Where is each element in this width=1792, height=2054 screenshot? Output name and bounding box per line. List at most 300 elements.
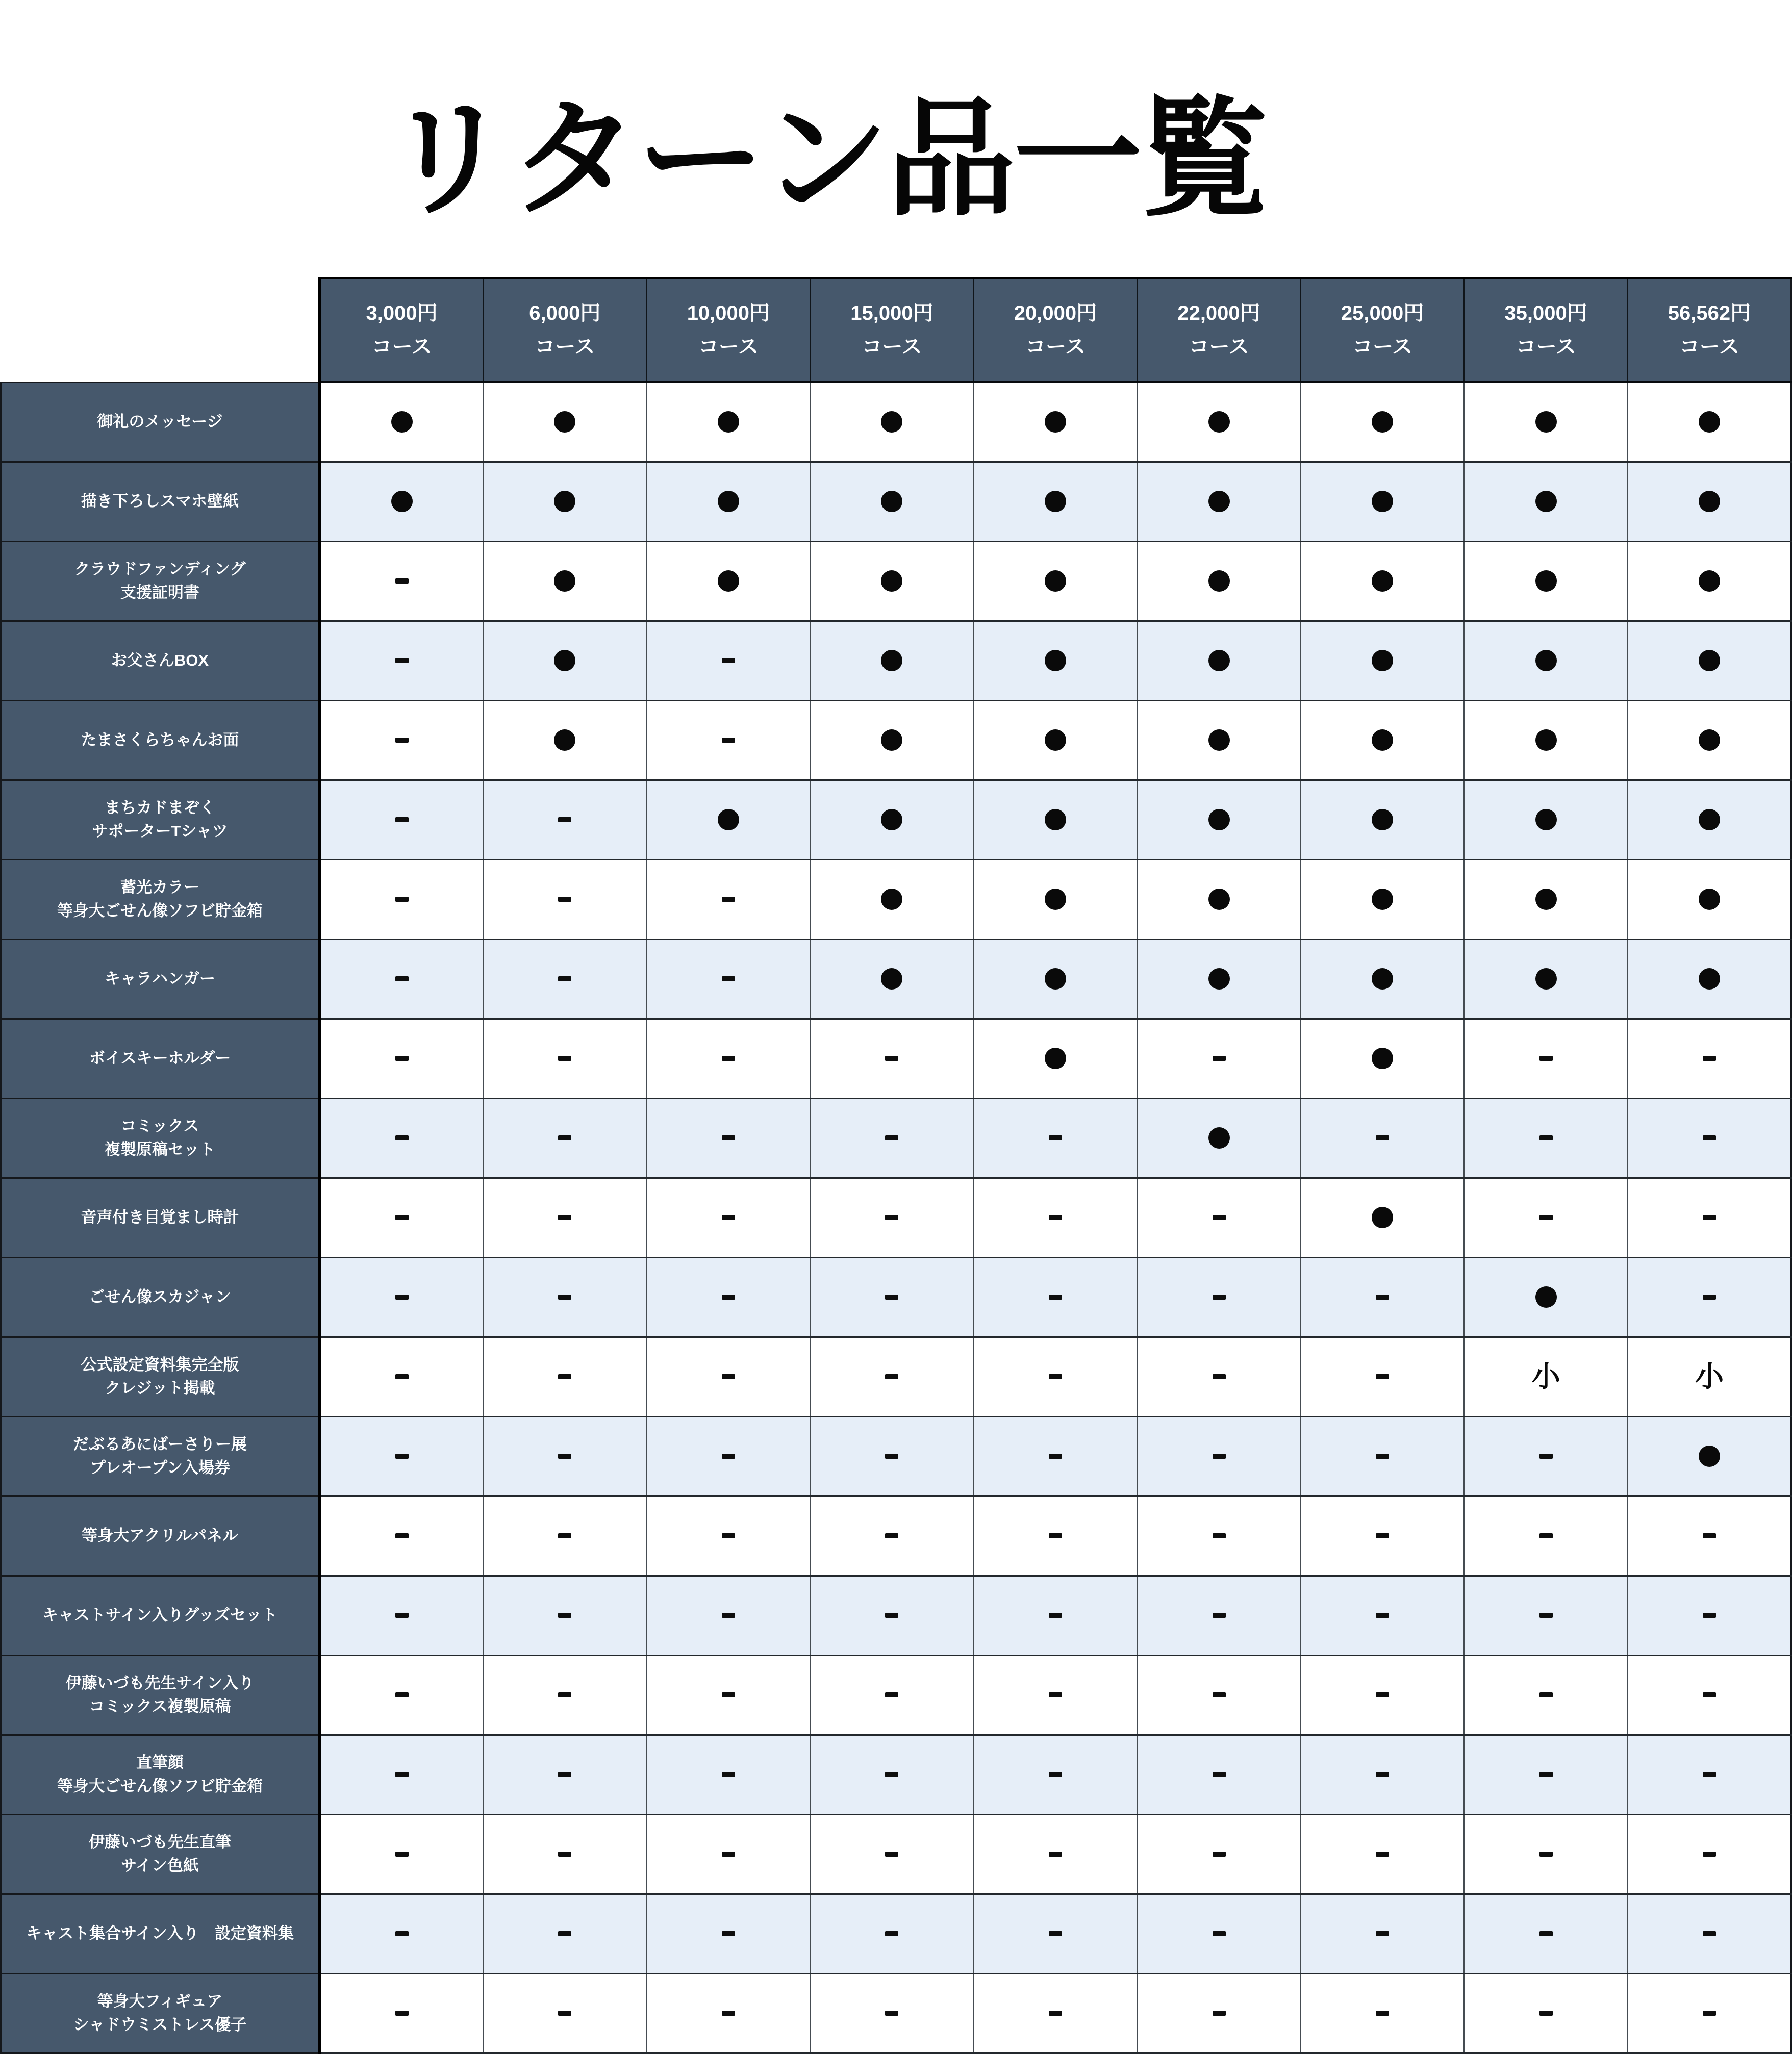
included-dot-icon xyxy=(1208,889,1230,910)
reward-cell xyxy=(1628,1814,1791,1894)
not-included-dash-icon xyxy=(1376,2011,1389,2016)
included-dot-icon xyxy=(1372,1207,1393,1228)
included-dot-icon xyxy=(1699,729,1720,751)
reward-cell xyxy=(1628,462,1791,541)
reward-cell xyxy=(1628,1735,1791,1814)
reward-cell xyxy=(1628,621,1791,700)
included-dot-icon xyxy=(1535,1286,1557,1308)
table-row xyxy=(1,1576,1791,1655)
included-dot-icon xyxy=(881,889,902,910)
table-row xyxy=(1,859,1791,939)
table-row xyxy=(1,1655,1791,1735)
reward-cell xyxy=(1301,382,1465,462)
not-included-dash-icon xyxy=(885,1135,898,1140)
reward-cell xyxy=(1137,939,1301,1019)
included-dot-icon xyxy=(391,411,413,433)
course-price-label: 10,000円 xyxy=(687,302,770,324)
not-included-dash-icon xyxy=(885,1215,898,1220)
reward-cell xyxy=(1464,462,1628,541)
included-dot-icon xyxy=(718,570,739,592)
reward-cell xyxy=(1301,1178,1465,1257)
included-dot-icon xyxy=(1699,889,1720,910)
course-word-label: コース xyxy=(1516,336,1576,358)
course-word-label: コース xyxy=(1189,336,1249,358)
reward-row-label-line: 等身大ごせん像ソフビ貯金箱 xyxy=(57,902,263,920)
reward-row-label-line: キャラハンガー xyxy=(105,969,215,987)
included-dot-icon xyxy=(1372,889,1393,910)
reward-cell xyxy=(1464,1973,1628,2053)
reward-cell xyxy=(320,1735,484,1814)
table-row xyxy=(1,621,1791,700)
reward-row-label xyxy=(1,1735,320,1814)
course-price-label: 56,562円 xyxy=(1668,302,1751,324)
reward-cell xyxy=(320,1576,484,1655)
not-included-dash-icon xyxy=(558,817,571,822)
reward-cell xyxy=(974,1576,1138,1655)
reward-cell xyxy=(1628,1098,1791,1178)
table-row xyxy=(1,1019,1791,1098)
reward-row-label xyxy=(1,859,320,939)
reward-cell xyxy=(483,382,647,462)
reward-cell xyxy=(1628,382,1791,462)
reward-cell xyxy=(810,1496,974,1576)
reward-cell xyxy=(810,1814,974,1894)
included-dot-icon xyxy=(1699,650,1720,671)
reward-cell xyxy=(483,780,647,859)
included-dot-icon xyxy=(881,570,902,592)
not-included-dash-icon xyxy=(885,1852,898,1857)
not-included-dash-icon xyxy=(1539,1533,1553,1538)
reward-row-label xyxy=(1,780,320,859)
reward-cell xyxy=(1301,1576,1465,1655)
reward-cell xyxy=(647,859,811,939)
reward-cell xyxy=(1464,1735,1628,1814)
reward-row-label xyxy=(1,1178,320,1257)
reward-cell xyxy=(1301,541,1465,621)
reward-cell xyxy=(320,780,484,859)
included-dot-icon xyxy=(1372,729,1393,751)
included-dot-icon xyxy=(881,491,902,512)
not-included-dash-icon xyxy=(395,1454,409,1459)
reward-cell xyxy=(974,382,1138,462)
course-word-label: コース xyxy=(1679,336,1739,358)
reward-row-label-line: 伊藤いづも先生サイン入り xyxy=(65,1673,255,1692)
reward-cell xyxy=(647,1098,811,1178)
reward-cell xyxy=(1628,1576,1791,1655)
not-included-dash-icon xyxy=(722,1533,735,1538)
included-dot-icon xyxy=(1535,411,1557,433)
course-column-header xyxy=(647,278,811,382)
reward-cell xyxy=(647,1576,811,1655)
reward-cell xyxy=(1628,1496,1791,1576)
reward-cell xyxy=(1301,939,1465,1019)
table-row xyxy=(1,1814,1791,1894)
not-included-dash-icon xyxy=(558,1931,571,1936)
reward-cell xyxy=(1137,780,1301,859)
included-dot-icon xyxy=(881,809,902,830)
reward-cell xyxy=(1301,1814,1465,1894)
not-included-dash-icon xyxy=(1376,1852,1389,1857)
reward-cell xyxy=(1464,541,1628,621)
not-included-dash-icon xyxy=(1049,1772,1062,1777)
reward-cell xyxy=(1464,1814,1628,1894)
reward-cell xyxy=(1464,1496,1628,1576)
reward-cell xyxy=(1137,859,1301,939)
not-included-dash-icon xyxy=(558,1056,571,1061)
reward-cell xyxy=(810,1416,974,1496)
reward-cell xyxy=(483,1019,647,1098)
reward-row-label-line: 御礼のメッセージ xyxy=(97,412,223,430)
table-body xyxy=(1,382,1791,2053)
table-header xyxy=(1,278,1791,382)
not-included-dash-icon xyxy=(558,1454,571,1459)
included-dot-icon xyxy=(554,650,575,671)
reward-cell xyxy=(483,462,647,541)
not-included-dash-icon xyxy=(1376,1295,1389,1300)
table-row xyxy=(1,1894,1791,1973)
not-included-dash-icon xyxy=(1703,1772,1716,1777)
reward-cell xyxy=(974,1735,1138,1814)
reward-cell xyxy=(483,1257,647,1337)
included-dot-icon xyxy=(1372,968,1393,990)
reward-row-label-line: 描き下ろしスマホ壁紙 xyxy=(81,492,239,510)
not-included-dash-icon xyxy=(1376,1772,1389,1777)
not-included-dash-icon xyxy=(722,658,735,663)
reward-cell xyxy=(483,1894,647,1973)
reward-cell xyxy=(810,382,974,462)
course-word-label: コース xyxy=(535,336,595,358)
not-included-dash-icon xyxy=(1376,1931,1389,1936)
reward-cell xyxy=(974,462,1138,541)
reward-cell xyxy=(483,1496,647,1576)
reward-cell xyxy=(1628,1019,1791,1098)
included-dot-icon xyxy=(1372,491,1393,512)
included-dot-icon xyxy=(718,809,739,830)
course-word-label: コース xyxy=(1025,336,1086,358)
not-included-dash-icon xyxy=(722,1852,735,1857)
table-row xyxy=(1,700,1791,780)
not-included-dash-icon xyxy=(1703,1135,1716,1140)
not-included-dash-icon xyxy=(722,1692,735,1697)
reward-cell xyxy=(1301,1257,1465,1337)
included-dot-icon xyxy=(1208,650,1230,671)
reward-cell xyxy=(483,1098,647,1178)
not-included-dash-icon xyxy=(395,578,409,584)
included-dot-icon xyxy=(1535,729,1557,751)
not-included-dash-icon xyxy=(395,976,409,981)
reward-cell xyxy=(320,1655,484,1735)
reward-cell xyxy=(320,1496,484,1576)
reward-cell xyxy=(483,1814,647,1894)
course-column-header xyxy=(483,278,647,382)
reward-cell xyxy=(320,382,484,462)
reward-cell xyxy=(1464,859,1628,939)
reward-cell xyxy=(974,1337,1138,1416)
reward-row-label-line: コミックス xyxy=(120,1117,199,1135)
reward-cell xyxy=(1137,1814,1301,1894)
included-dot-icon xyxy=(1535,650,1557,671)
not-included-dash-icon xyxy=(722,1056,735,1061)
course-price-label: 35,000円 xyxy=(1504,302,1587,324)
reward-cell xyxy=(647,780,811,859)
not-included-dash-icon xyxy=(1539,1931,1553,1936)
reward-row-label-line: キャストサイン入りグッズセット xyxy=(42,1606,278,1624)
reward-row-label xyxy=(1,382,320,462)
reward-cell xyxy=(320,1019,484,1098)
reward-cell xyxy=(810,939,974,1019)
reward-cell xyxy=(1628,1894,1791,1973)
not-included-dash-icon xyxy=(885,1454,898,1459)
not-included-dash-icon xyxy=(1049,1135,1062,1140)
not-included-dash-icon xyxy=(558,1295,571,1300)
table-row xyxy=(1,1973,1791,2053)
not-included-dash-icon xyxy=(1703,1215,1716,1220)
reward-cell xyxy=(483,1735,647,1814)
not-included-dash-icon xyxy=(395,1374,409,1379)
reward-cell xyxy=(1464,382,1628,462)
course-column-header xyxy=(1628,278,1791,382)
reward-row-label-line: お父さんBOX xyxy=(111,651,209,669)
reward-cell xyxy=(1628,700,1791,780)
not-included-dash-icon xyxy=(558,1613,571,1618)
reward-row-label-line: サポーターTシャツ xyxy=(92,822,228,840)
not-included-dash-icon xyxy=(885,1374,898,1379)
table-row xyxy=(1,462,1791,541)
reward-cell xyxy=(974,1019,1138,1098)
not-included-dash-icon xyxy=(1049,1215,1062,1220)
included-dot-icon xyxy=(1372,809,1393,830)
not-included-dash-icon xyxy=(1049,2011,1062,2016)
included-dot-icon xyxy=(1045,650,1066,671)
reward-cell xyxy=(320,1416,484,1496)
not-included-dash-icon xyxy=(395,1852,409,1857)
not-included-dash-icon xyxy=(1539,1613,1553,1618)
reward-cell xyxy=(810,1337,974,1416)
reward-cell xyxy=(1464,1178,1628,1257)
included-dot-icon xyxy=(1699,570,1720,592)
not-included-dash-icon xyxy=(1049,1374,1062,1379)
not-included-dash-icon xyxy=(1213,1454,1226,1459)
reward-cell xyxy=(810,1178,974,1257)
reward-cell xyxy=(1464,1655,1628,1735)
included-dot-icon xyxy=(1208,411,1230,433)
reward-cell xyxy=(647,1894,811,1973)
reward-cell xyxy=(1137,621,1301,700)
reward-row-label-line: まちカドまぞく xyxy=(105,798,215,817)
not-included-dash-icon xyxy=(1376,1135,1389,1140)
course-word-label: コース xyxy=(371,336,432,358)
reward-cell xyxy=(1628,1178,1791,1257)
not-included-dash-icon xyxy=(1376,1454,1389,1459)
not-included-dash-icon xyxy=(722,1374,735,1379)
reward-row-label-line: 伊藤いづも先生直筆 xyxy=(89,1833,231,1851)
reward-cell xyxy=(1137,1337,1301,1416)
included-dot-icon xyxy=(554,570,575,592)
reward-cell xyxy=(320,859,484,939)
reward-cell xyxy=(647,1814,811,1894)
not-included-dash-icon xyxy=(722,1135,735,1140)
reward-cell xyxy=(647,382,811,462)
included-dot-icon xyxy=(881,650,902,671)
header-row xyxy=(1,278,1791,382)
course-column-header xyxy=(1301,278,1465,382)
reward-row-label xyxy=(1,1019,320,1098)
table-row xyxy=(1,780,1791,859)
not-included-dash-icon xyxy=(1376,1692,1389,1697)
not-included-dash-icon xyxy=(722,976,735,981)
reward-cell xyxy=(1301,1973,1465,2053)
not-included-dash-icon xyxy=(1539,1215,1553,1220)
reward-cell xyxy=(483,541,647,621)
reward-cell xyxy=(974,1894,1138,1973)
reward-cell xyxy=(320,939,484,1019)
table-row xyxy=(1,1098,1791,1178)
reward-row-label-line: 複製原稿セット xyxy=(105,1140,215,1158)
reward-cell xyxy=(647,1019,811,1098)
not-included-dash-icon xyxy=(722,1931,735,1936)
table-row xyxy=(1,1257,1791,1337)
reward-cell xyxy=(974,621,1138,700)
reward-cell xyxy=(810,700,974,780)
reward-cell xyxy=(810,462,974,541)
not-included-dash-icon xyxy=(1213,1692,1226,1697)
reward-cell xyxy=(1301,1337,1465,1416)
reward-cell xyxy=(974,1973,1138,2053)
not-included-dash-icon xyxy=(395,897,409,902)
table-row xyxy=(1,1735,1791,1814)
not-included-dash-icon xyxy=(1539,2011,1553,2016)
reward-row-label xyxy=(1,1496,320,1576)
table-row xyxy=(1,1416,1791,1496)
reward-row-label xyxy=(1,541,320,621)
included-dot-icon xyxy=(1045,968,1066,990)
reward-row-label-line: 支援証明書 xyxy=(120,584,199,601)
reward-cell xyxy=(320,1894,484,1973)
not-included-dash-icon xyxy=(395,2011,409,2016)
course-column-header xyxy=(810,278,974,382)
not-included-dash-icon xyxy=(1376,1613,1389,1618)
reward-cell xyxy=(1137,1894,1301,1973)
course-column-header xyxy=(320,278,484,382)
reward-cell xyxy=(1137,1655,1301,1735)
reward-cell xyxy=(483,700,647,780)
not-included-dash-icon xyxy=(1213,1295,1226,1300)
not-included-dash-icon xyxy=(885,1295,898,1300)
reward-row-label-line: ごせん像スカジャン xyxy=(89,1287,231,1306)
reward-cell xyxy=(320,1337,484,1416)
reward-row-label-line: 蓄光カラー xyxy=(120,878,199,896)
course-price-label: 20,000円 xyxy=(1014,302,1097,324)
reward-row-label xyxy=(1,700,320,780)
reward-cell xyxy=(320,462,484,541)
not-included-dash-icon xyxy=(1703,1852,1716,1857)
reward-row-label-line: クレジット掲載 xyxy=(105,1379,215,1397)
course-price-label: 3,000円 xyxy=(366,302,438,324)
reward-cell xyxy=(1137,1576,1301,1655)
included-dot-icon xyxy=(554,491,575,512)
included-dot-icon xyxy=(1535,570,1557,592)
not-included-dash-icon xyxy=(1539,1852,1553,1857)
reward-cell xyxy=(483,1576,647,1655)
reward-cell xyxy=(1628,1257,1791,1337)
included-dot-icon xyxy=(1535,889,1557,910)
reward-cell xyxy=(647,621,811,700)
included-dot-icon xyxy=(1045,809,1066,830)
reward-cell xyxy=(974,1178,1138,1257)
reward-cell xyxy=(483,621,647,700)
not-included-dash-icon xyxy=(395,1613,409,1618)
not-included-dash-icon xyxy=(1213,1852,1226,1857)
included-dot-icon xyxy=(1208,570,1230,592)
reward-cell xyxy=(320,1098,484,1178)
reward-row-label xyxy=(1,1098,320,1178)
reward-cell xyxy=(810,1735,974,1814)
included-dot-icon xyxy=(1535,968,1557,990)
not-included-dash-icon xyxy=(1539,1056,1553,1061)
included-dot-icon xyxy=(881,968,902,990)
not-included-dash-icon xyxy=(1703,1613,1716,1618)
reward-row-label-line: プレオープン入場券 xyxy=(90,1459,230,1477)
reward-cell xyxy=(974,780,1138,859)
reward-cell xyxy=(320,621,484,700)
course-word-label: コース xyxy=(698,336,759,358)
not-included-dash-icon xyxy=(395,1215,409,1220)
not-included-dash-icon xyxy=(1703,1056,1716,1061)
reward-cell xyxy=(1137,1098,1301,1178)
not-included-dash-icon xyxy=(1049,1295,1062,1300)
reward-cell xyxy=(1137,1257,1301,1337)
reward-row-label-line: サイン色紙 xyxy=(121,1857,199,1874)
not-included-dash-icon xyxy=(1703,2011,1716,2016)
not-included-dash-icon xyxy=(885,1533,898,1538)
included-dot-icon xyxy=(1535,809,1557,830)
not-included-dash-icon xyxy=(1703,1295,1716,1300)
not-included-dash-icon xyxy=(1213,1533,1226,1538)
reward-cell xyxy=(974,700,1138,780)
reward-cell xyxy=(1628,1973,1791,2053)
reward-cell xyxy=(320,700,484,780)
reward-cell xyxy=(647,1973,811,2053)
not-included-dash-icon xyxy=(558,1772,571,1777)
reward-cell xyxy=(810,780,974,859)
reward-row-label-line: 等身大アクリルパネル xyxy=(82,1526,238,1544)
reward-cell xyxy=(1628,1337,1791,1416)
reward-cell xyxy=(1137,1735,1301,1814)
included-dot-icon xyxy=(1699,968,1720,990)
not-included-dash-icon xyxy=(722,1454,735,1459)
included-dot-icon xyxy=(554,411,575,433)
not-included-dash-icon xyxy=(1703,1692,1716,1697)
not-included-dash-icon xyxy=(395,1692,409,1697)
not-included-dash-icon xyxy=(1213,2011,1226,2016)
reward-cell xyxy=(974,939,1138,1019)
reward-row-label-line: 公式設定資料集完全版 xyxy=(81,1355,239,1374)
included-dot-icon xyxy=(1699,1446,1720,1467)
not-included-dash-icon xyxy=(395,1533,409,1538)
reward-cell xyxy=(1464,1416,1628,1496)
reward-row-label xyxy=(1,1576,320,1655)
not-included-dash-icon xyxy=(558,976,571,981)
included-dot-icon xyxy=(1372,570,1393,592)
reward-cell xyxy=(483,1337,647,1416)
reward-cell xyxy=(1137,1496,1301,1576)
not-included-dash-icon xyxy=(1376,1533,1389,1538)
reward-cell xyxy=(1464,1098,1628,1178)
reward-cell xyxy=(974,859,1138,939)
reward-cell xyxy=(1628,541,1791,621)
reward-cell xyxy=(647,1655,811,1735)
table-corner-cell xyxy=(1,278,320,382)
